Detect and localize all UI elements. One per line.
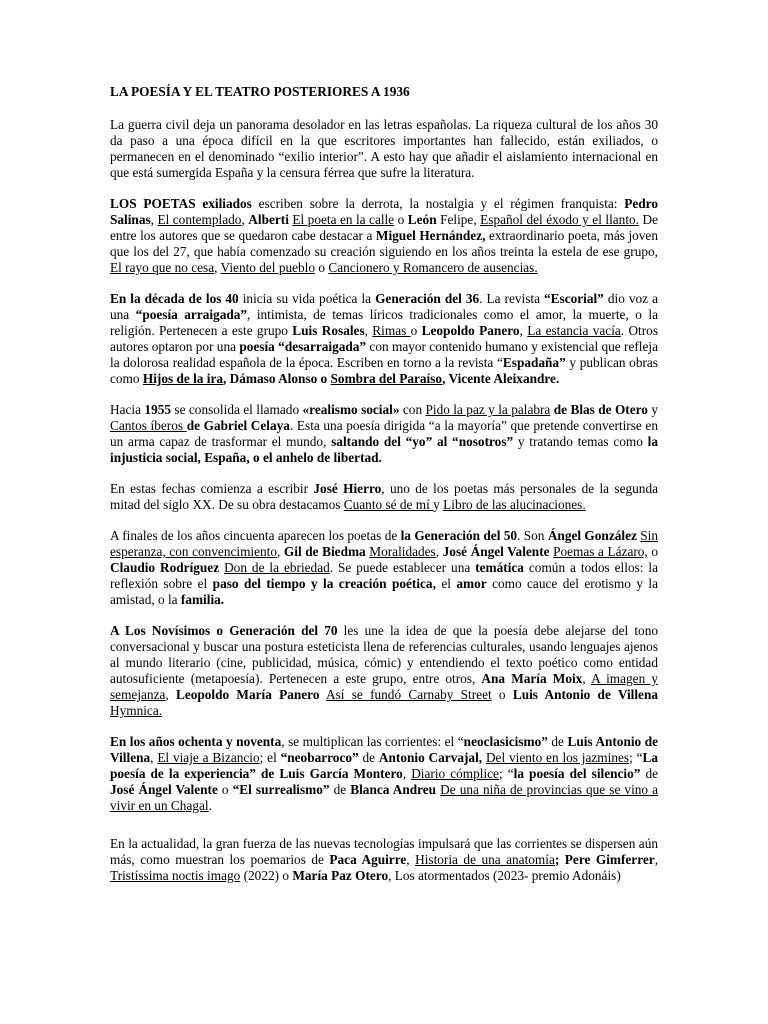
text: con <box>399 402 426 417</box>
work-title: El rayo que no cesa <box>110 260 215 275</box>
text: de <box>329 782 351 797</box>
bold-text: Pedro Salinas <box>110 196 658 227</box>
text: de <box>358 750 379 765</box>
text: o <box>491 687 513 702</box>
text: y <box>647 402 658 417</box>
work-title: Cantos íberos <box>110 418 187 433</box>
text: de <box>640 766 659 781</box>
forties-paragraph <box>110 291 658 387</box>
text: . <box>208 798 212 813</box>
bold-text: Leopoldo Panero <box>421 323 520 338</box>
work-title: Rimas <box>372 323 411 338</box>
bold-text: A Los Novísimos o Generación del 70 <box>110 623 338 638</box>
text: (2022) o <box>240 868 293 883</box>
text: , <box>435 544 443 559</box>
text: extraordinario poeta, más joven que los del 27, que había comenzado su creación siguiendo en los años treinta la estela de ese grupo, <box>110 228 658 259</box>
bold-text: Ángel González <box>547 528 637 543</box>
bold-text: ; <box>554 852 560 867</box>
bold-text: Miguel Hernández, <box>375 228 486 243</box>
text: , uno de los poetas más personales de la segunda mitad del siglo XX. De su obra destacamos <box>110 481 659 512</box>
bold-text: Leopoldo María Panero <box>175 687 320 702</box>
text: , Los atormentados (2023- premio Adonáis) <box>388 868 621 883</box>
work-title: Tristíssima noctis imago <box>110 868 241 883</box>
text: Hacia <box>110 402 145 417</box>
bold-text: “poesía arraigada” <box>135 307 248 322</box>
work-title: A imagen y semejanza <box>110 671 659 702</box>
bold-text: la injusticia social, España, o el anhelo de libertad. <box>110 434 658 465</box>
work-title: Viento del pueblo <box>220 260 316 275</box>
text: , intimista, de temas líricos tradicionales como el amor, la muerte, o la religión. Pertenecen a este grupo <box>110 307 658 338</box>
text: dio voz a una <box>110 291 658 322</box>
bold-text: poesía “desarraigada” <box>239 339 367 354</box>
bold-text: Generación del 36 <box>375 291 480 306</box>
text: En estas fechas comienza a escribir <box>110 481 314 496</box>
text: . Otros autores optaron por una <box>110 323 659 354</box>
text: , <box>277 544 284 559</box>
text: o <box>647 544 658 559</box>
bold-text: amor <box>456 576 487 591</box>
bold-text: Paca Aguirre <box>329 852 407 867</box>
work-title: Cancionero y Romancero de ausencias. <box>328 260 538 275</box>
novisimos-paragraph <box>110 623 658 719</box>
work-title: El poeta en la calle <box>292 212 395 227</box>
bold-text: Claudio Rodríguez <box>110 560 220 575</box>
work-title: Diario cómplice <box>411 766 499 781</box>
text: se consolida el llamado <box>171 402 303 417</box>
text: y <box>433 497 444 512</box>
text: , <box>406 852 416 867</box>
bold-text: “El surrealismo” <box>232 782 330 797</box>
bold-text: José Ángel Valente <box>442 544 550 559</box>
bold-text: La poesía de la experiencia” de Luis García Montero <box>110 750 659 781</box>
work-title: Pido la paz y la palabra <box>425 402 551 417</box>
text: . Esta una poesía dirigida “a la mayoría” que pretende convertirse en un arma capaz de trasformar el mundo, <box>110 418 658 449</box>
bold-text: Alberti <box>248 212 289 227</box>
text: o <box>315 260 329 275</box>
work-title: Moralidades <box>369 544 436 559</box>
bold-text: José Ángel Valente <box>110 782 218 797</box>
bold-text: Luis Rosales <box>292 323 365 338</box>
text: , <box>582 671 592 686</box>
text: y publican obras como <box>110 355 658 386</box>
text: de <box>547 734 568 749</box>
text: . Se puede establecer una <box>329 560 476 575</box>
work-title: Hijos de la ira <box>142 371 224 386</box>
page-title: LA POESÍA Y EL TEATRO POSTERIORES A 1936 <box>110 84 410 99</box>
text: ; “ <box>629 750 643 765</box>
bold-text: Pere Gimferrer <box>564 852 655 867</box>
bold-text: familia. <box>180 592 225 607</box>
work-title: Don de la ebriedad <box>224 560 330 575</box>
work-title: El contemplado <box>157 212 242 227</box>
text: ; “ <box>498 766 514 781</box>
text: , <box>519 323 528 338</box>
text: . Son <box>517 528 548 543</box>
text: inicia su vida poética la <box>238 291 376 306</box>
work-title: Sombra del Paraíso <box>330 371 443 386</box>
work-title: Poemas a Lázaro, <box>553 544 648 559</box>
bold-text: de Gabriel Celaya <box>186 418 290 433</box>
text: con mayor contenido humano y existencial que refleja la dolorosa realidad española de la época. Escriben en torno a la revista “ <box>110 339 658 370</box>
text: Felipe, <box>436 212 481 227</box>
text: De entre los autores que se quedaron cabe destacar a <box>110 212 658 243</box>
work-title: Libro de las alucinaciones. <box>443 497 586 512</box>
text: o <box>217 782 233 797</box>
bold-text: «realismo social» <box>302 402 400 417</box>
work-title: Sin esperanza, con convencimiento <box>110 528 658 559</box>
work-title: Así se fundó Carnaby Street <box>326 687 492 702</box>
generation-50-paragraph <box>110 528 658 608</box>
text: el <box>435 576 457 591</box>
text: , <box>364 323 373 338</box>
hierro-paragraph <box>110 481 658 513</box>
text: , se multiplican las corrientes: el “ <box>281 734 464 749</box>
bold-text: temática <box>475 560 524 575</box>
bold-text: “Escorial” <box>544 291 604 306</box>
work-title: El viaje a Bizancio <box>157 750 260 765</box>
bold-text: María Paz Otero <box>292 868 389 883</box>
text: y tratando temas como <box>513 434 648 449</box>
text: escriben sobre la derrota, la nostalgia y el régimen franquista: <box>251 196 625 211</box>
bold-text: León <box>407 212 437 227</box>
text: como cauce del erotismo y la amistad, o la <box>110 576 659 607</box>
eighties-nineties-paragraph <box>110 734 658 814</box>
bold-text: la Generación del 50 <box>400 528 518 543</box>
text: , <box>150 750 158 765</box>
text: ; el <box>259 750 281 765</box>
work-title: Del viento en los jazmines <box>485 750 630 765</box>
bold-text: Antonio Carvajal, <box>378 750 483 765</box>
current-day-paragraph <box>110 836 658 884</box>
text: o <box>410 323 422 338</box>
intro-paragraph <box>110 117 658 181</box>
exiled-poets-paragraph <box>110 196 658 276</box>
bold-text: Ana María Moix <box>481 671 583 686</box>
text: En la actualidad, la gran fuerza de las nuevas tecnologías impulsará que las corrientes se dispersen aún más, como muestran los poemarios de <box>110 836 658 867</box>
text: , <box>402 766 412 781</box>
bold-text: , Dámaso Alonso o <box>223 371 331 386</box>
bold-text: En los años ochenta y noventa <box>110 734 282 749</box>
bold-text: Luis Antonio de Villena <box>110 734 658 765</box>
bold-text: LOS POETAS exiliados <box>110 196 252 211</box>
social-realism-paragraph <box>110 402 658 466</box>
bold-text: “neobarroco” <box>280 750 359 765</box>
bold-text: 1955 <box>144 402 172 417</box>
text: , <box>214 260 221 275</box>
work-title: De una niña de provincias que se vino a vivir en un Chagal <box>110 782 659 813</box>
bold-text: la poesía del silencio” <box>513 766 641 781</box>
bold-text: Blanca Andreu <box>350 782 437 797</box>
text: La guerra civil deja un panorama desolador en las letras españolas. La riqueza cultural de los años 30 da paso a una época difícil en la que escritores importantes han fallecido, están exiliados, o permanecen en el denominado “exilio interior”. A esto hay que añadir el aislamiento internacional en que está sumergida España y la censura férrea que sufre la literatura. <box>110 117 658 180</box>
text: les une la idea de que la poesía debe alejarse del tono conversacional y buscar una postura esteticista llena de referencias culturales, usando lenguajes ajenos al mundo literario (cine, publicidad, música, cómic) y entendiendo el texto poético como entidad autosuficiente (metapoesía). Pertenecen a este grupo, entre otros, <box>110 623 658 686</box>
bold-text: En la década de los 40 <box>110 291 239 306</box>
text: , <box>241 212 249 227</box>
bold-text: Espadaña” <box>502 355 566 370</box>
document-page <box>110 84 658 899</box>
bold-text: , Vicente Aleixandre. <box>442 371 560 386</box>
bold-text: Gil de Biedma <box>283 544 366 559</box>
text: . La revista <box>479 291 544 306</box>
bold-text: saltando del “yo” al “nosotros” <box>331 434 514 449</box>
text: , <box>654 852 659 867</box>
bold-text: de Blas de Otero <box>550 402 648 417</box>
bold-text: José Hierro <box>313 481 382 496</box>
work-title: Hymnica. <box>110 703 163 718</box>
work-title: Historia de una anatomía <box>415 852 555 867</box>
bold-text: paso del tiempo y la creación poética, <box>212 576 436 591</box>
text: o <box>394 212 408 227</box>
text: , <box>150 212 158 227</box>
text: común a todos ellos: la reflexión sobre el <box>110 560 659 591</box>
work-title: La estancia vacía <box>527 323 621 338</box>
work-title: Español del éxodo y el llanto. <box>480 212 639 227</box>
text: A finales de los años cincuenta aparecen los poetas de <box>110 528 401 543</box>
text: , <box>165 687 176 702</box>
bold-text: neoclasicismo” <box>463 734 548 749</box>
bold-text: Luis Antonio de Villena <box>512 687 658 702</box>
work-title: Cuanto sé de mí <box>343 497 434 512</box>
